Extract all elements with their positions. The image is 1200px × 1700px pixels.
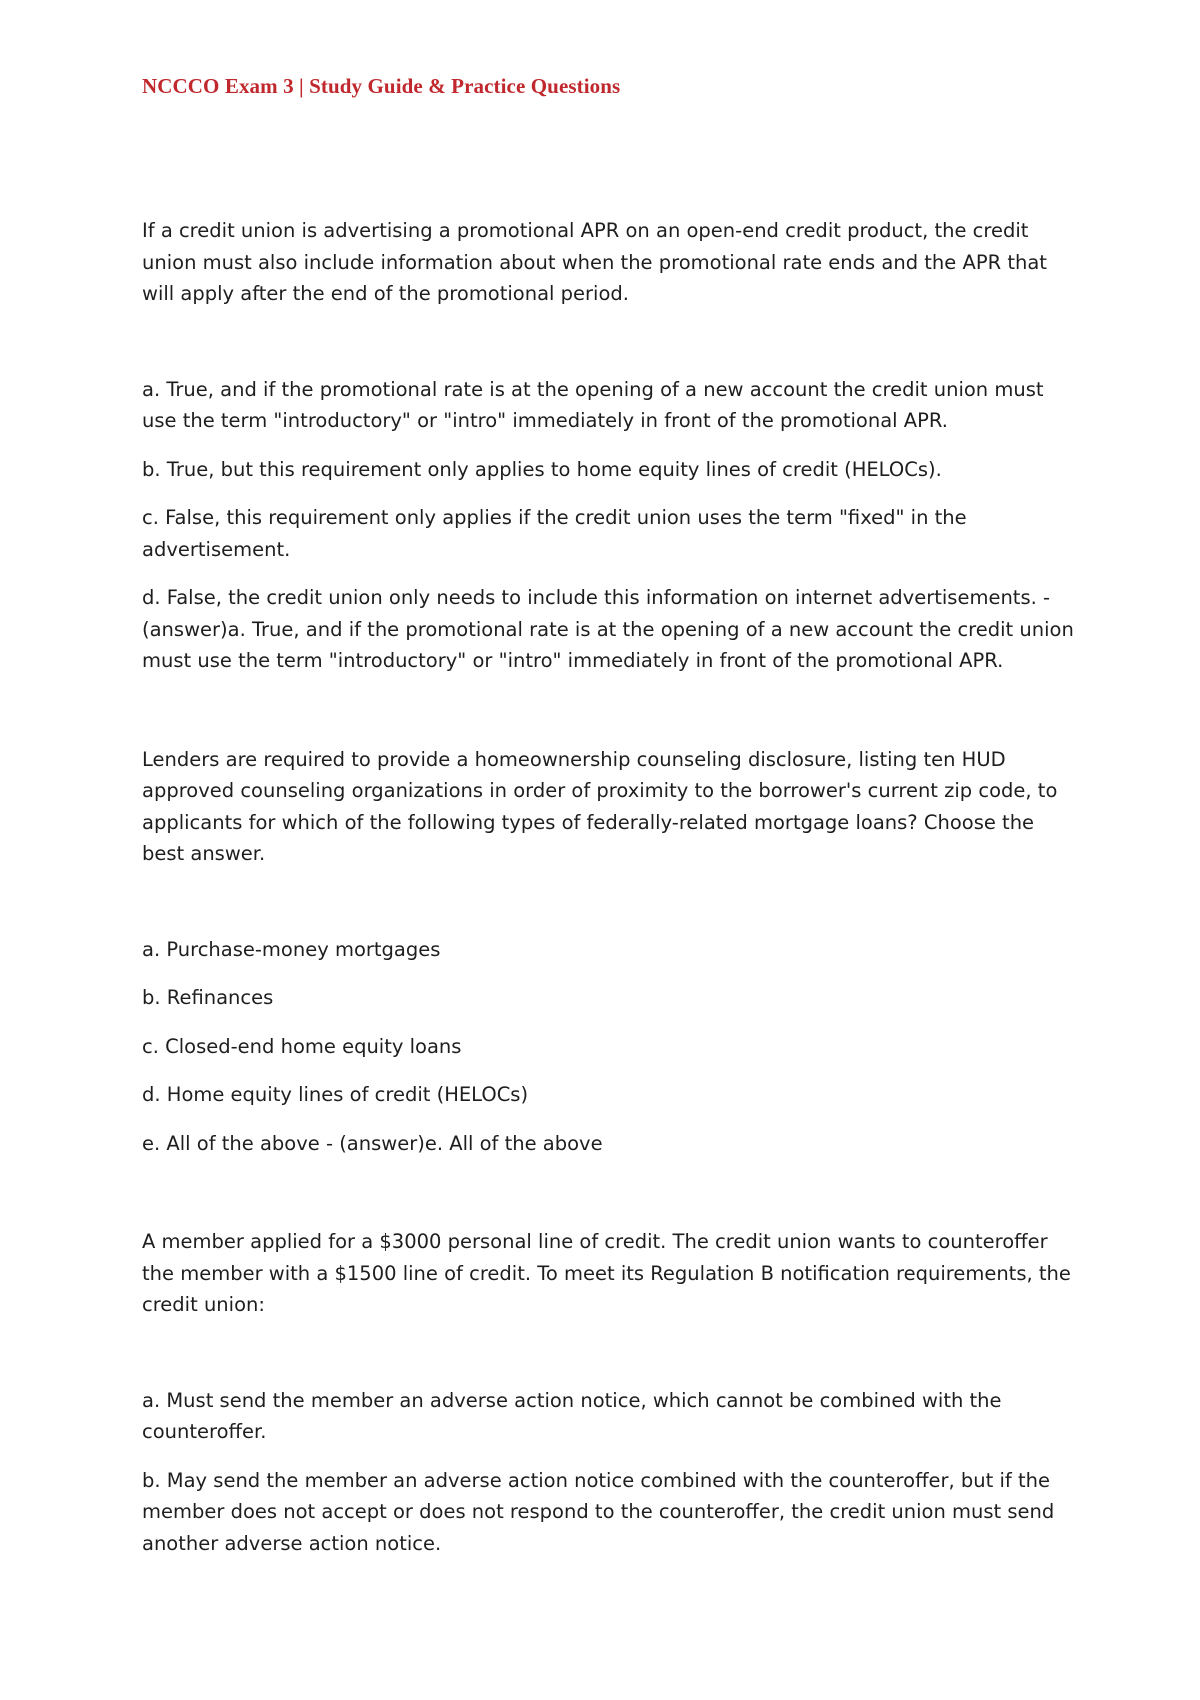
answer-option: b. Refinances <box>142 986 274 1009</box>
page-header-title: NCCCO Exam 3 | Study Guide & Practice Questions <box>142 74 621 98</box>
question-text: If a credit union is advertising a promotional APR on an open-end credit product, the credit union must also include information about when the promotional rate ends and the APR that will apply after the end of the promotional period. <box>142 219 1047 305</box>
answer-option: a. Must send the member an adverse action notice, which cannot be combined with the counteroffer. <box>142 1388 1002 1443</box>
question-block-1 <box>142 215 1082 677</box>
answer-option: d. Home equity lines of credit (HELOCs) <box>142 1083 529 1106</box>
answer-option: a. True, and if the promotional rate is at the opening of a new account the credit union must use the term "introductory" or "intro" immediately in front of the promotional APR. <box>142 377 1044 432</box>
answer-option: e. All of the above - (answer)e. All of the above <box>142 1131 603 1155</box>
answer-option: a. Purchase-money mortgages <box>142 937 441 961</box>
answer-options <box>142 1385 1082 1560</box>
question-text: A member applied for a $3000 personal line of credit. The credit union wants to counteroffer the member with a $1500 line of credit. To meet its Regulation B notification requirements, the credit union: <box>142 1230 1071 1316</box>
answer-option: c. False, this requirement only applies if the credit union uses the term "fixed" in the advertisement. <box>142 506 967 561</box>
question-block-3 <box>142 1226 1082 1559</box>
answer-option: b. May send the member an adverse action notice combined with the counteroffer, but if the member does not accept or does not respond to the counteroffer, the credit union must send another adverse action notice. <box>142 1468 1055 1555</box>
answer-option: d. False, the credit union only needs to include this information on internet advertisements. - (answer)a. True, and if the promotional rate is at the opening of a new account the credit union must use the term "introductory" or "intro" immediately in front of the promotional APR. <box>142 586 1074 672</box>
answer-option: c. Closed-end home equity loans <box>142 1034 462 1058</box>
question-block-2 <box>142 744 1082 1160</box>
document-body <box>142 215 1082 1576</box>
answer-options <box>142 374 1082 677</box>
answer-option: b. True, but this requirement only applies to home equity lines of credit (HELOCs). <box>142 457 942 481</box>
question-text: Lenders are required to provide a homeownership counseling disclosure, listing ten HUD approved counseling organizations in order of proximity to the borrower's current zip code, to applicants for which of the following types of federally-related mortgage loans? Choose the best answer. <box>142 747 1058 865</box>
answer-options <box>142 934 1082 1160</box>
